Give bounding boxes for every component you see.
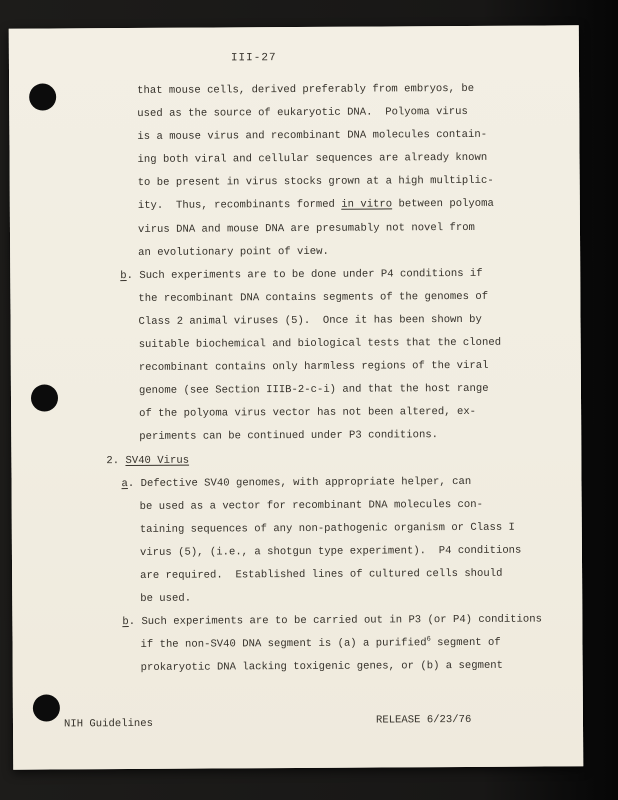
superscript-reference: 6 xyxy=(426,635,431,644)
punch-hole xyxy=(33,694,60,721)
text-segment: segment of xyxy=(430,637,501,650)
text-segment: if the non-SV40 DNA segment is (a) a purified xyxy=(140,637,427,652)
text-line xyxy=(12,493,582,520)
underlined-text: in vitro xyxy=(341,198,393,212)
underlined-text: SV40 Virus xyxy=(125,454,190,467)
text-segment: periments can be continued under P3 conditions. xyxy=(139,429,439,444)
document-lines xyxy=(9,77,583,681)
text-line xyxy=(11,354,581,381)
text-line xyxy=(10,170,580,197)
text-line xyxy=(12,632,582,659)
text-line xyxy=(10,262,580,289)
text-segment: of the polyoma virus vector has not been altered, ex- xyxy=(139,406,477,421)
footer-document-title: NIH Guidelines xyxy=(63,717,154,731)
text-segment: between polyoma xyxy=(392,198,494,211)
text-line xyxy=(11,470,581,497)
text-line xyxy=(12,608,582,635)
text-segment: to be present in virus stocks grown at a high multiplic- xyxy=(137,175,494,190)
text-line xyxy=(11,331,581,358)
underlined-text: b xyxy=(122,616,129,629)
text-line xyxy=(10,216,580,243)
text-segment: ity. Thus, recombinants formed xyxy=(137,199,342,213)
text-segment: the recombinant DNA contains segments of the genomes of xyxy=(138,290,489,305)
underlined-text: a xyxy=(121,477,128,490)
text-segment: ing both viral and cellular sequences are already known xyxy=(137,152,488,167)
text-line xyxy=(11,401,581,428)
page-number: III-27 xyxy=(230,52,277,65)
text-segment: . Such experiments are to be done under P4 conditions if xyxy=(126,267,483,282)
text-segment: . Such experiments are to be carried out in P3 (or P4) conditions xyxy=(128,613,542,629)
text-segment: Class 2 animal viruses (5). Once it has been shown by xyxy=(138,313,482,328)
text-segment: that mouse cells, derived preferably from embryos, be xyxy=(137,82,475,97)
text-segment: used as the source of eukaryotic DNA. Polyoma virus xyxy=(137,106,468,121)
text-line xyxy=(12,516,582,543)
text-segment: be used. xyxy=(140,592,192,606)
text-line xyxy=(9,123,579,150)
text-line xyxy=(9,77,579,104)
text-segment: be used as a vector for recombinant DNA molecules con- xyxy=(139,498,483,513)
text-line xyxy=(11,447,581,474)
text-line xyxy=(10,239,580,266)
text-line xyxy=(10,285,580,312)
text-line xyxy=(12,539,582,566)
text-segment: 2. xyxy=(106,454,126,467)
text-segment: taining sequences of any non-pathogenic organism or Class I xyxy=(139,521,515,536)
text-line xyxy=(9,100,579,127)
text-line xyxy=(12,585,582,612)
text-line xyxy=(11,377,581,404)
text-line xyxy=(10,193,580,220)
text-segment: an evolutionary point of view. xyxy=(138,245,329,259)
text-line xyxy=(10,308,580,335)
text-segment: virus DNA and mouse DNA are presumably not novel from xyxy=(137,221,475,236)
text-segment: recombinant contains only harmless regions of the viral xyxy=(138,359,489,375)
text-line xyxy=(11,424,581,451)
text-segment: are required. Established lines of cultured cells should xyxy=(140,567,503,582)
text-segment: genome (see Section IIIB-2-c-i) and that the host range xyxy=(138,383,489,398)
document-page xyxy=(9,25,584,769)
text-line xyxy=(9,147,579,174)
footer-release-date: RELEASE 6/23/76 xyxy=(375,713,472,727)
text-line xyxy=(12,562,582,589)
text-segment: . Defective SV40 genomes, with appropriate helper, can xyxy=(127,475,472,490)
underlined-text: b xyxy=(120,269,127,282)
text-segment: is a mouse virus and recombinant DNA molecules contain- xyxy=(137,129,488,144)
text-segment: virus (5), (i.e., a shotgun type experiment). P4 conditions xyxy=(139,544,522,559)
text-segment: suitable biochemical and biological tests that the cloned xyxy=(138,336,502,351)
text-line xyxy=(13,655,583,682)
text-segment: prokaryotic DNA lacking toxigenic genes, or (b) a segment xyxy=(140,660,504,675)
